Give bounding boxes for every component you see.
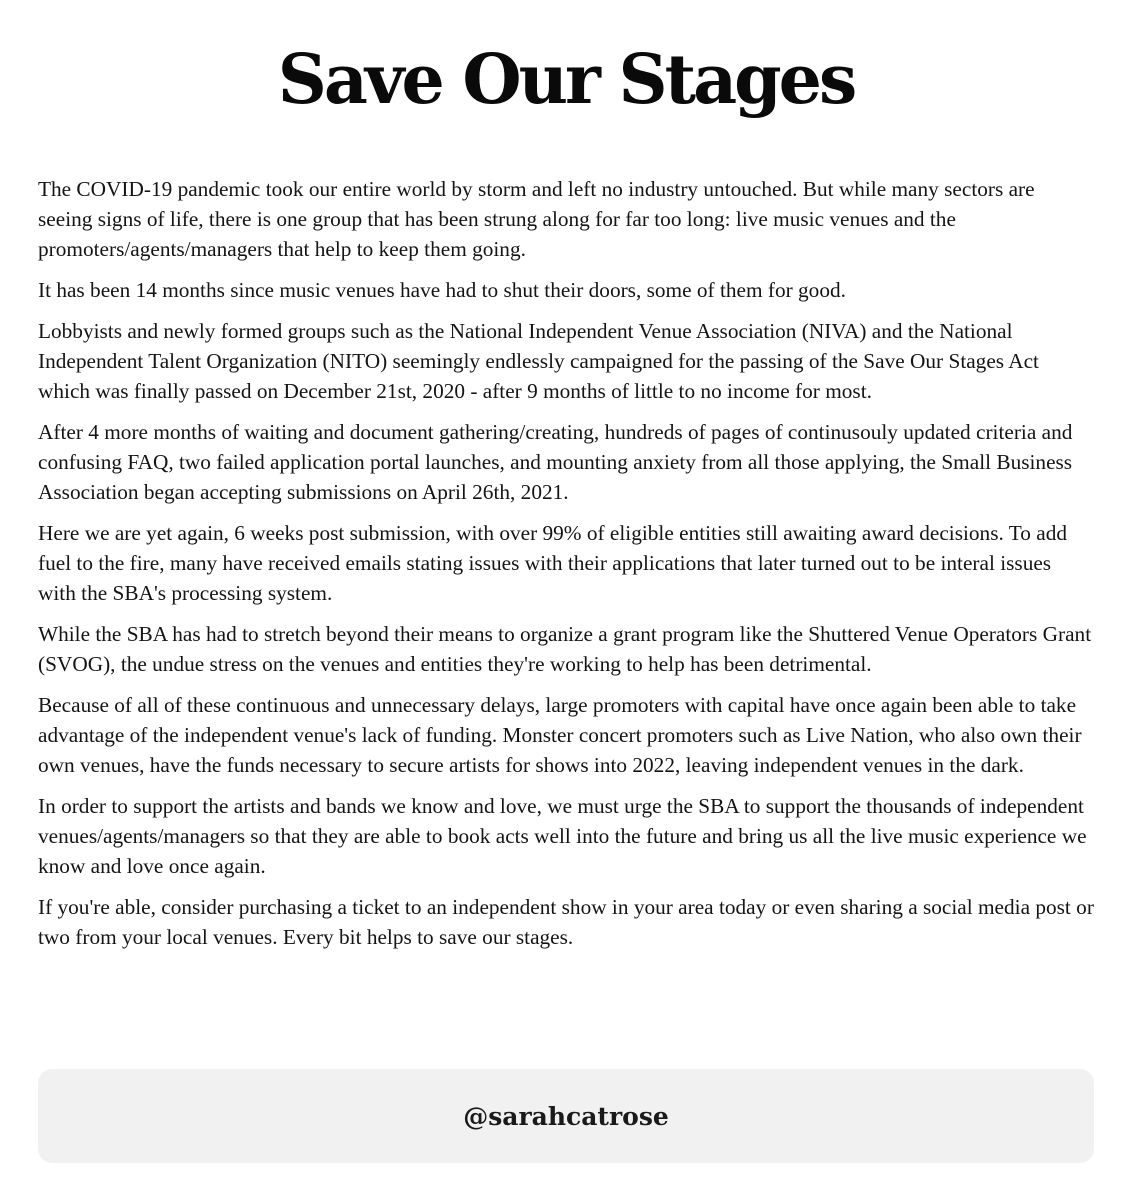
author-handle: @sarahcatrose [463,1101,669,1131]
paragraph-9: If you're able, consider purchasing a ticket to an independent show in your area today or even sharing a social media post or two from your local venues. Every bit helps to save our stages. [38,895,1094,949]
paragraph-3: Lobbyists and newly formed groups such as the National Independent Venue Association (NIVA) and the National Independent Talent Organization (NITO) seemingly endlessly campaigned for the passing of the Save Our Stages Act which was finally passed on December 21st, 2020 - after 9 months of little to no income for most. [38,319,1039,403]
paragraph-8: In order to support the artists and bands we know and love, we must urge the SBA to support the thousands of independent venues/agents/managers so that they are able to book acts well into the future and bring us all the live music experience we know and love once again. [38,794,1087,878]
article-body [38,174,1094,952]
article [38,0,1094,963]
paragraph-7: Because of all of these continuous and unnecessary delays, large promoters with capital have once again been able to take advantage of the independent venue's lack of funding. Monster concert promoters such as Live Nation, who also own their own venues, have the funds necessary to secure artists for shows into 2022, leaving independent venues in the dark. [38,693,1082,777]
page-title: Save Our Stages [277,40,855,120]
paragraph-2: It has been 14 months since music venues have had to shut their doors, some of them for good. [38,278,846,302]
paragraph-6: While the SBA has had to stretch beyond their means to organize a grant program like the Shuttered Venue Operators Grant (SVOG), the undue stress on the venues and entities they're working to help has been detrimental. [38,622,1092,676]
paragraph-5: Here we are yet again, 6 weeks post submission, with over 99% of eligible entities still awaiting award decisions. To add fuel to the fire, many have received emails stating issues with their applications that later turned out to be interal issues with the SBA's processing system. [38,521,1067,605]
paragraph-4: After 4 more months of waiting and document gathering/creating, hundreds of pages of continusouly updated criteria and confusing FAQ, two failed application portal launches, and mounting anxiety from all those applying, the Small Business Association began accepting submissions on April 26th, 2021. [38,420,1073,504]
paragraph-1: The COVID-19 pandemic took our entire world by storm and left no industry untouched. But while many sectors are seeing signs of life, there is one group that has been strung along for far too long: live music venues and the promoters/agents/managers that help to keep them going. [38,177,1035,261]
author-handle-box [38,1069,1094,1163]
